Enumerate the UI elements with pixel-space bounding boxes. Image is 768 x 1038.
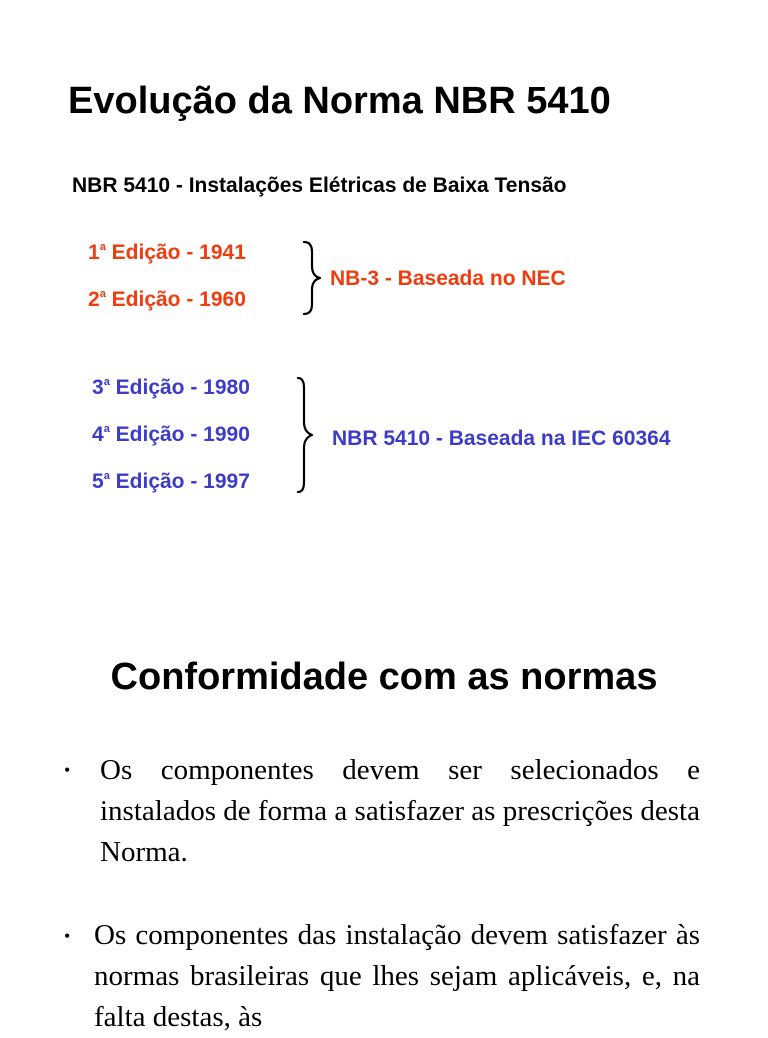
bullet-text: Os componentes das instalação devem satisfazer às normas brasileiras que lhes sejam aplicáveis, e, na falta destas, às [94,919,700,1033]
curly-brace-icon [290,374,324,496]
group-label-nbr5410: NBR 5410 - Baseada na IEC 60364 [332,427,671,450]
edition-item: 3$^a$ Edição - 1980 [92,376,250,399]
edition-item: 4$^a$ Edição - 1990 [92,423,250,446]
edition-item: 2$^a$ Edição - 1960 [88,288,246,311]
page-title: Evolução da Norma NBR 5410 [68,80,611,122]
curly-brace-icon [296,238,326,318]
edition-item: 1$^a$ Edição - 1941 [88,241,246,264]
group-label-nb3: NB-3 - Baseada no NEC [330,267,566,290]
section-title: Conformidade com as normas [110,656,658,698]
bullet-marker: • [64,760,71,780]
edition-item: 5$^a$ Edição - 1997 [92,470,250,493]
page-subtitle: NBR 5410 - Instalações Elétricas de Baixa Tensão [72,174,567,197]
bullet-text: Os componentes devem ser selecionados e instalados de forma a satisfazer as prescrições desta Norma. [100,754,700,868]
bullet-marker: • [64,926,71,946]
